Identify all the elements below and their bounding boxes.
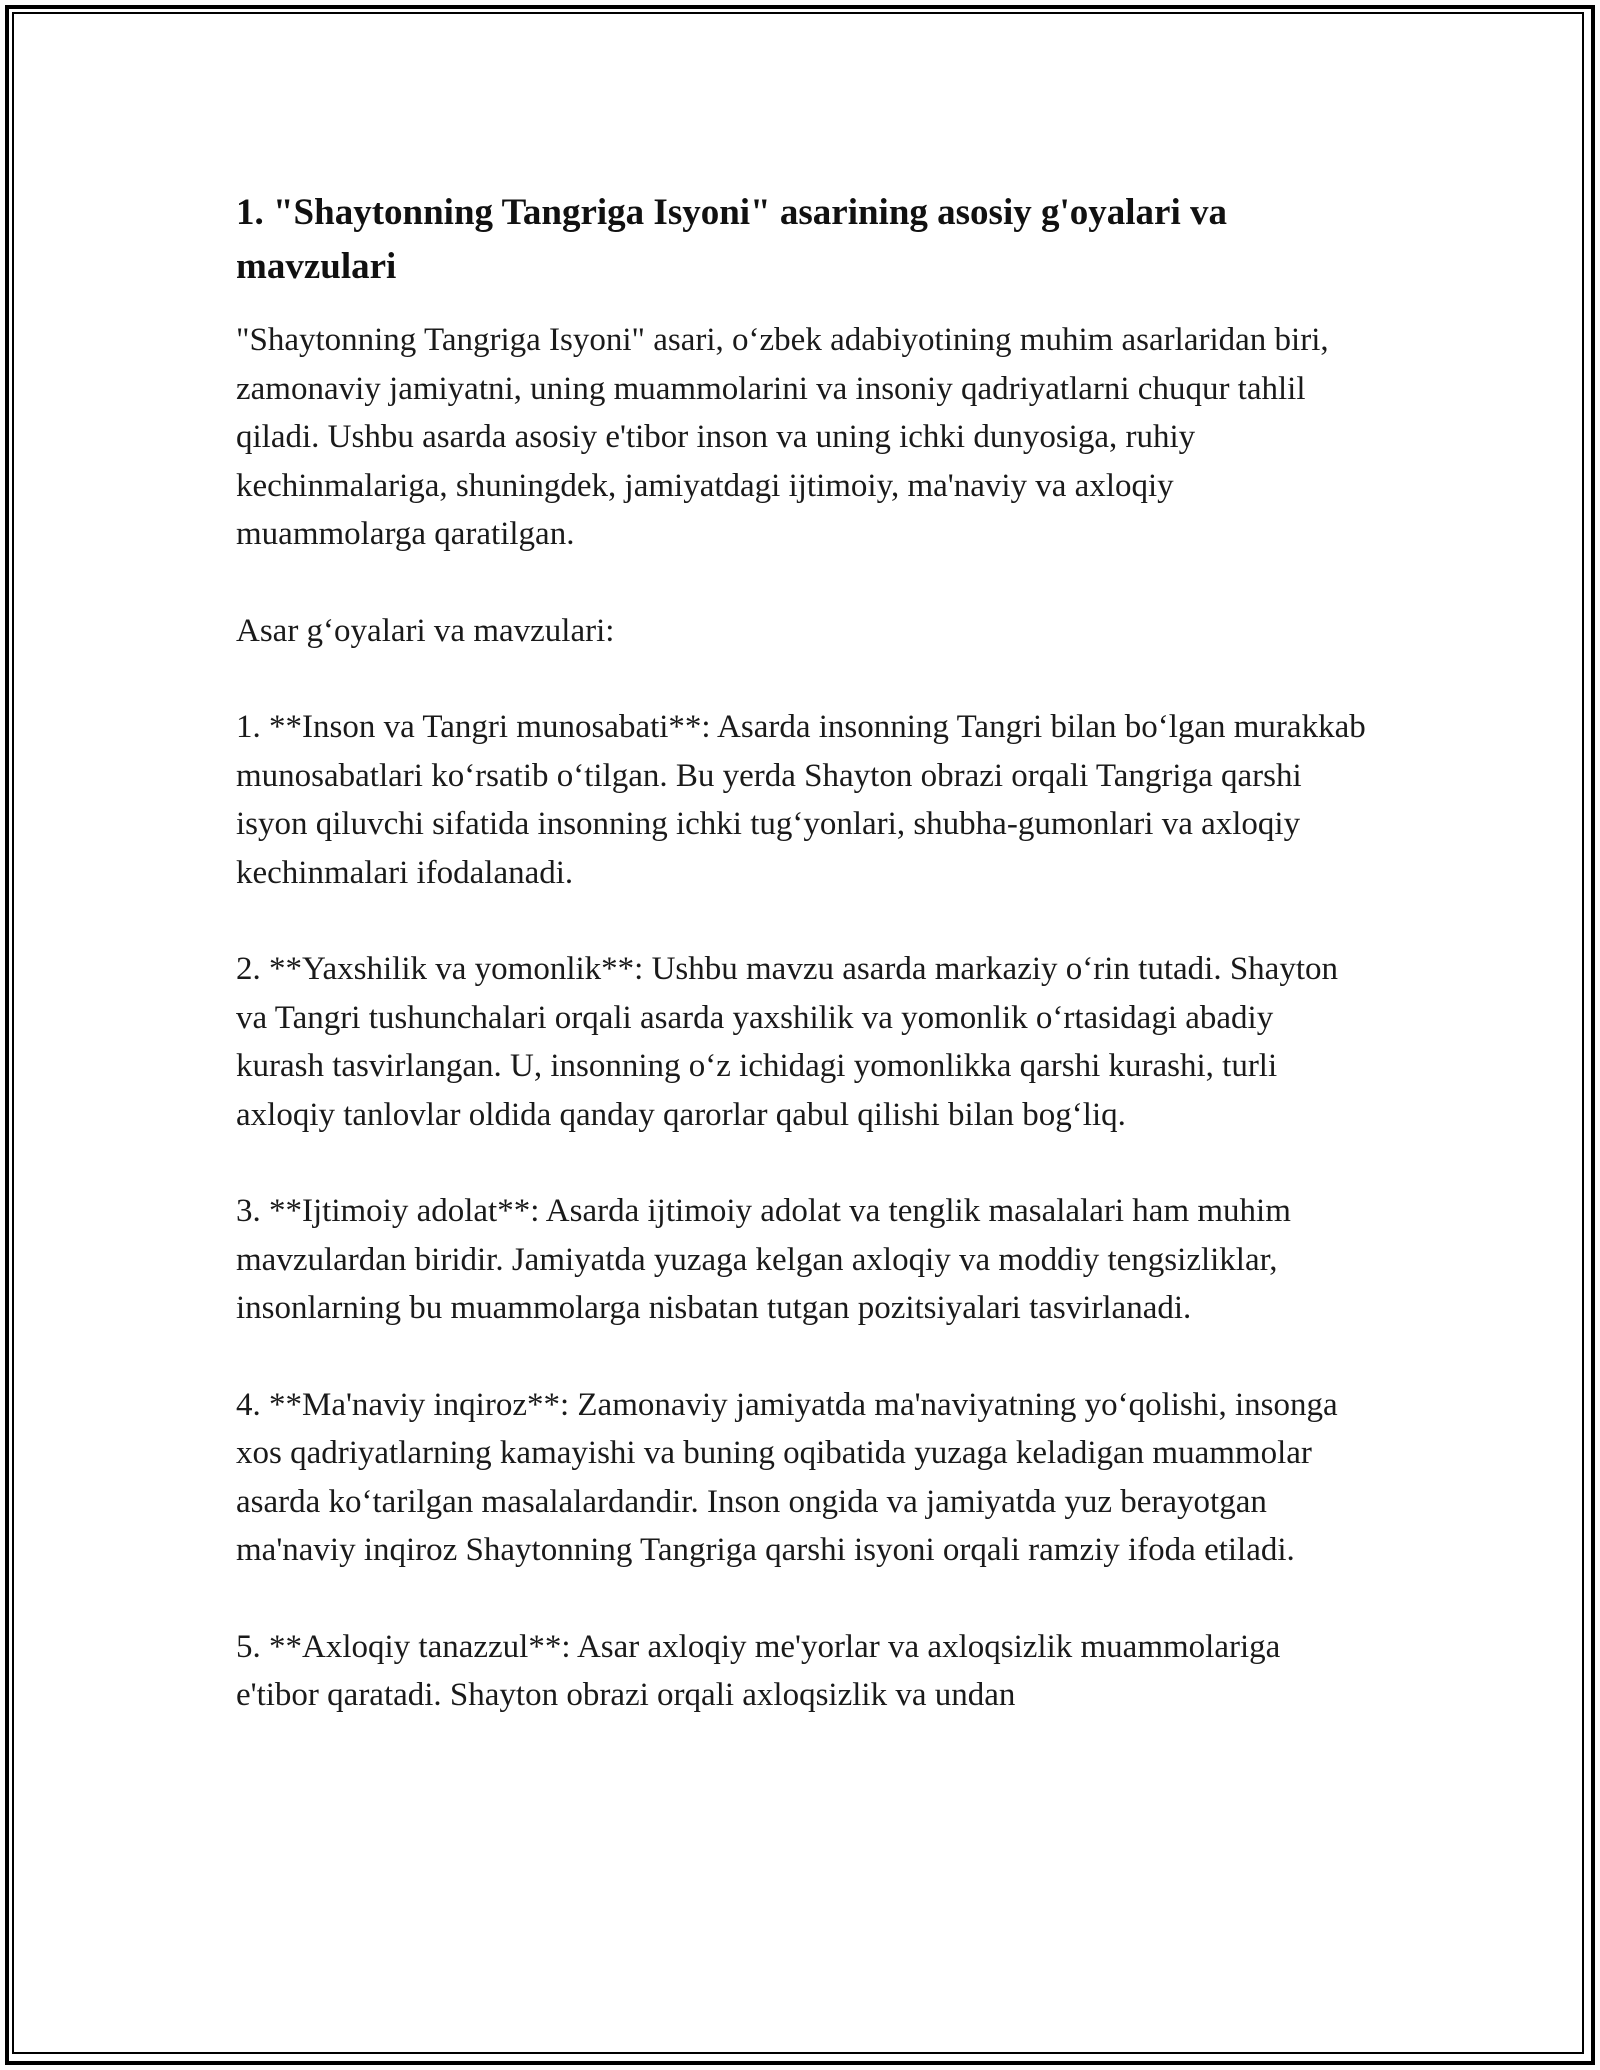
document-body xyxy=(236,186,1366,1720)
themes-subheading: Asar g‘oyalari va mavzulari: xyxy=(236,612,615,649)
theme-item-5: 5. **Axloqiy tanazzul**: Asar axloqiy me'yorlar va axloqsizlik muammolariga e'tibor qaratadi. Shayton obrazi orqali axloqsizlik va undan xyxy=(236,1628,1281,1713)
intro-paragraph: "Shaytonning Tangriga Isyoni" asari, o‘zbek adabiyotining muhim asarlaridan biri, zamonaviy jamiyatni, uning muammolarini va insoniy qadriyatlarni chuqur tahlil qiladi. Ushbu asarda asosiy e'tibor inson va uning ichki dunyosiga, ruhiy kechinmalariga, shuningdek, jamiyatdagi ijtimoiy, ma'naviy va axloqiy muammolarga qaratilgan. xyxy=(236,322,1329,552)
theme-item-3: 3. **Ijtimoiy adolat**: Asarda ijtimoiy adolat va tenglik masalalari ham muhim mavzulardan biridir. Jamiyatda yuzaga kelgan axloqiy va moddiy tengsizliklar, insonlarning bu muammolarga nisbatan tutgan pozitsiyalari tasvirlanadi. xyxy=(236,1193,1291,1326)
document-heading: 1. "Shaytonning Tangriga Isyoni" asarining asosiy g'oyalari va mavzulari xyxy=(236,192,1227,287)
theme-item-4: 4. **Ma'naviy inqiroz**: Zamonaviy jamiyatda ma'naviyatning yo‘qolishi, insonga xos qadriyatlarning kamayishi va buning oqibatida yuzaga keladigan muammolar asarda ko‘tarilgan masalalardandir. Inson ongida va jamiyatda yuz berayotgan ma'naviy inqiroz Shaytonning Tangriga qarshi isyoni orqali ramziy ifoda etiladi. xyxy=(236,1386,1338,1568)
theme-item-1: 1. **Inson va Tangri munosabati**: Asarda insonning Tangri bilan bo‘lgan murakkab munosabatlari ko‘rsatib o‘tilgan. Bu yerda Shayton obrazi orqali Tangriga qarshi isyon qiluvchi sifatida insonning ichki tug‘yonlari, shubha-gumonlari va axloqiy kechinmalari ifodalanadi. xyxy=(236,709,1366,891)
theme-item-2: 2. **Yaxshilik va yomonlik**: Ushbu mavzu asarda markaziy o‘rin tutadi. Shayton va Tangri tushunchalari orqali asarda yaxshilik va yomonlik o‘rtasidagi abadiy kurash tasvirlangan. U, insonning o‘z ichidagi yomonlikka qarshi kurashi, turli axloqiy tanlovlar oldida qanday qarorlar qabul qilishi bilan bog‘liq. xyxy=(236,951,1338,1133)
